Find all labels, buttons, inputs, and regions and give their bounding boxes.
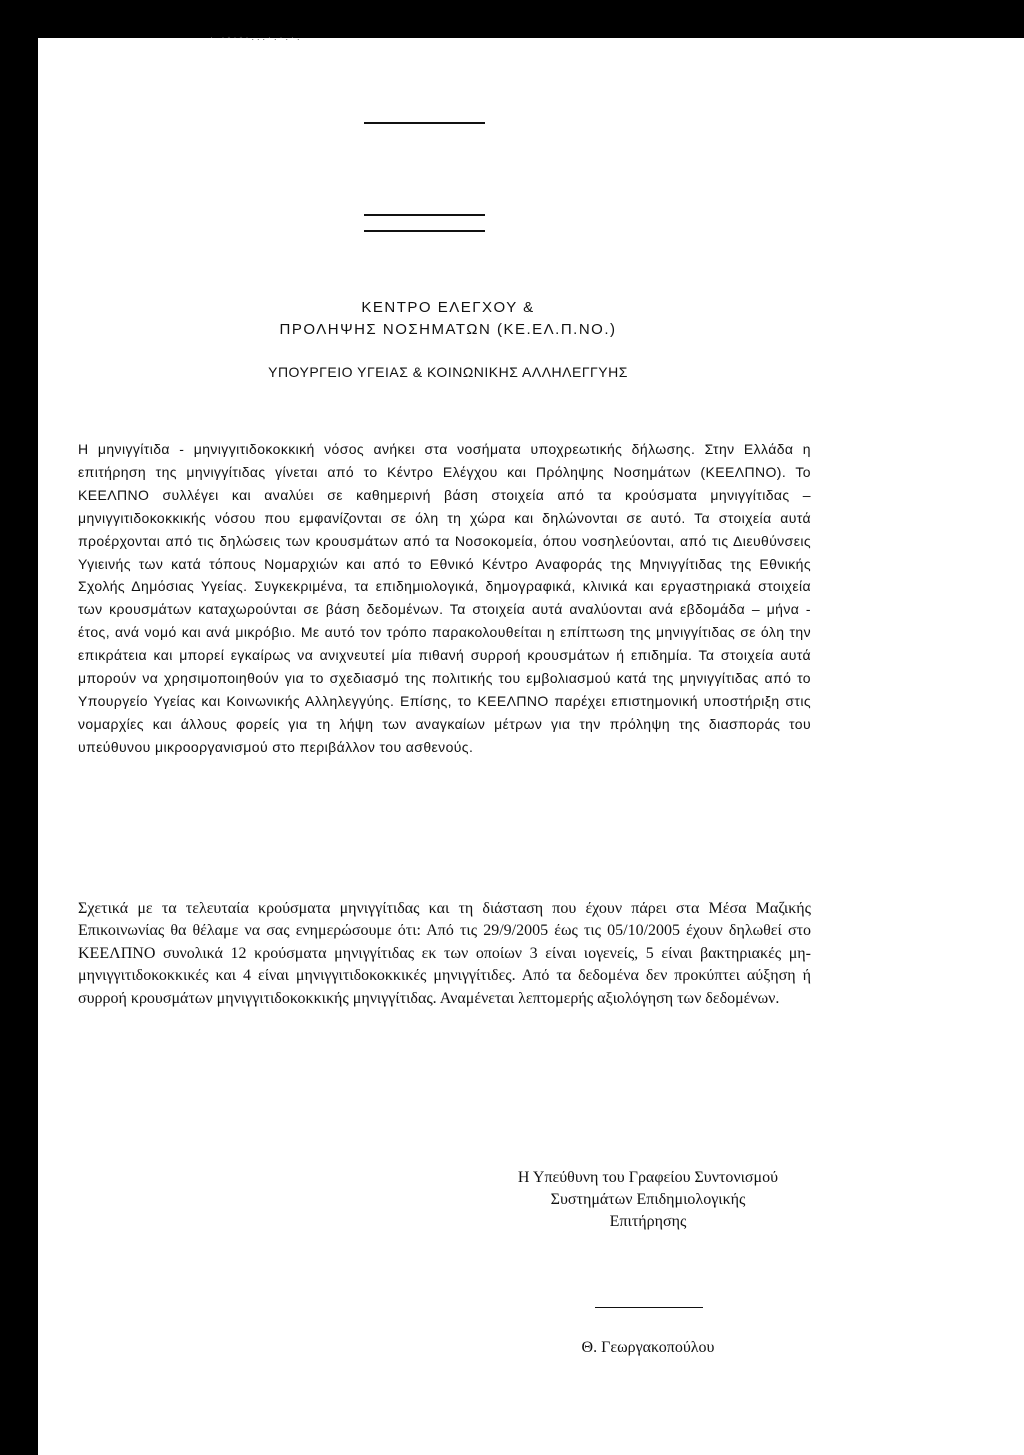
signatory-title-line2: Συστημάτων Επιδημιολογικής bbox=[550, 1191, 746, 1208]
body-paragraph-surveillance: Η μηνιγγίτιδα - μηνιγγιτιδοκοκκική νόσος ανήκει στα νοσήματα υποχρεωτικής δήλωσης. Στην Ελλάδα η επιτήρηση της μηνιγγίτιδας γίνεται από το Κέντρο Ελέγχου και Πρόληψης Νοσημάτων (ΚΕΕΛΠΝΟ). Το ΚΕΕΛΠΝΟ συλλέγει και αναλύει σε καθημερινή βάση στοιχεία από τα κρούσματα μηνιγγίτιδας – μηνιγγιτιδοκοκκικής νόσου που εμφανίζονται σε όλη τη χώρα και δηλώνονται σε αυτό. Τα στοιχεία αυτά προέρχονται από τις δηλώσεις των κρουσμάτων από τα Νοσοκομεία, όπου νοσηλεύονται, από τις Διευθύνσεις Υγιεινής των κατά τόπους Νομαρχιών και από το Εθνικό Κέντρο Αναφοράς της Μηνιγγίτιδας της Εθνικής Σχολής Δημόσιας Υγείας. Συγκεκριμένα, τα επιδημιολογικά, δημογραφικά, κλινικά και εργαστηριακά στοιχεία των κρουσμάτων καταχωρούνται σε βάση δεδομένων. Τα στοιχεία αυτά αναλύονται ανά εβδομάδα – μήνα - έτος, ανά νομό και ανά μικρόβιο. Με αυτό τον τρόπο παρακολουθείται η επίπτωση της μηνιγγίτιδας σε όλη την επικράτεια και μπορεί εγκαίρως να ανιχνευτεί μία πιθανή συρροή κρουσμάτων ή επιδημία. Τα στοιχεία αυτά μπορούν να χρησιμοποιηθούν για το σχεδιασμό της πολιτικής του εμβολιασμού κατά της μηνιγγίτιδας από το Υπουργείο Υγείας και Κοινωνικής Αλληλεγγύης. Επίσης, το ΚΕΕΛΠΝΟ παρέχει επιστημονική υποστήριξη στις νομαρχίες και άλλους φορείς για τη λήψη των αναγκαίων μέτρων για την πρόληψη της διασποράς του υπεύθυνου μικροοργανισμού στο περιβάλλον του ασθενούς. bbox=[78, 441, 811, 755]
header-rule-top bbox=[364, 122, 485, 124]
body-paragraph-recent-cases: Σχετικά με τα τελευταία κρούσματα μηνιγγίτιδας και τη διάσταση που έχουν πάρει στα Μέσα Μαζικής Επικοινωνίας θα θέλαμε να σας ενημερώσουμε ότι: Από τις 29/9/2005 έως τις 05/10/2005 έχουν δηλωθεί στο ΚΕΕΛΠΝΟ συνολικά 12 κρούσματα μηνιγγίτιδας εκ των οποίων 3 είναι ιογενείς, 5 είναι βακτηριακές μη-μηνιγγιτιδοκοκκικές και 4 είναι μηνιγγιτιδοκοκκικές μηνιγγίτιδες. Από τα δεδομένα δεν προκύπτει αύξηση ή συρροή κρουσμάτων μηνιγγιτιδοκοκκικής μηνιγγίτιδας. Αναμένεται λεπτομερής αξιολόγηση των δεδομένων. bbox=[78, 900, 811, 1007]
scan-artifact-text: · ·-·-·...·.·.·. bbox=[210, 32, 303, 42]
header-rule-bottom bbox=[364, 230, 485, 232]
ministry-name: ΥΠΟΥΡΓΕΙΟ ΥΓΕΙΑΣ & ΚΟΙΝΩΝΙΚΗΣ ΑΛΛΗΛΕΓΓΥΗΣ bbox=[268, 364, 628, 380]
signatory-title-line3: Επιτήρησης bbox=[609, 1213, 687, 1230]
signature-line bbox=[595, 1307, 703, 1308]
signatory-name: Θ. Γεωργακοπούλου bbox=[581, 1339, 715, 1356]
scanned-page bbox=[38, 32, 1024, 1455]
signatory-title-line1: Η Υπεύθυνη του Γραφείου Συντονισμού bbox=[517, 1169, 779, 1186]
org-name-line2: ΠΡΟΛΗΨΗΣ ΝΟΣΗΜΑΤΩΝ (ΚΕ.ΕΛ.Π.ΝΟ.) bbox=[279, 321, 617, 338]
org-name-line1: ΚΕΝΤΡΟ ΕΛΕΓΧΟΥ & bbox=[361, 299, 535, 316]
header-rule-middle bbox=[364, 214, 485, 216]
